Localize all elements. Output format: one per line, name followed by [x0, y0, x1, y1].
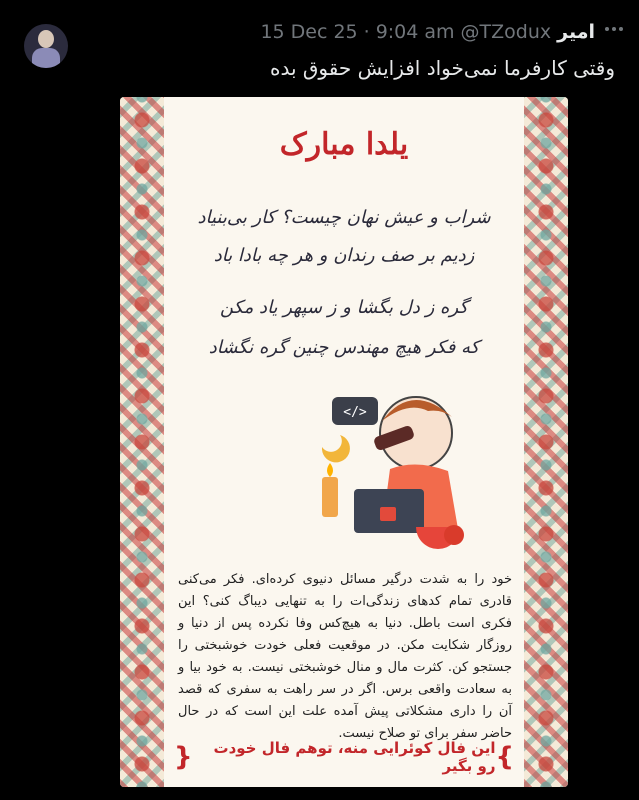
- more-dot: [612, 27, 616, 31]
- quote-box: [174, 739, 514, 775]
- tweet-time[interactable]: 9:04 am: [375, 21, 455, 43]
- avatar[interactable]: [24, 24, 68, 68]
- card-title: یلدا مبارک: [279, 127, 409, 162]
- poem-line: زدیم بر صف رندان و هر چه بادا باد: [213, 245, 475, 266]
- poem-line: گره ز دل بگشا و ز سپهر یاد مکن: [220, 297, 468, 318]
- author-handle[interactable]: @TZodux: [460, 21, 552, 43]
- author-name[interactable]: امیر: [557, 21, 595, 43]
- card-inner: [164, 97, 524, 787]
- carpet-pattern-right: [524, 97, 568, 787]
- poem-line: که فکر هیچ مهندس چنین گره نگشاد: [208, 337, 480, 358]
- avatar-body: [32, 48, 60, 68]
- more-dot: [619, 27, 623, 31]
- carpet-pattern-left: [120, 97, 164, 787]
- tweet-header: [100, 19, 595, 45]
- poem-line: شراب و عیش نهان چیست؟ کار بی‌بنیاد: [197, 207, 491, 228]
- pomegranate-icon: [444, 525, 464, 545]
- developer-illustration: [304, 377, 484, 557]
- more-dots-icon[interactable]: [603, 18, 625, 40]
- tweet-image[interactable]: [120, 97, 568, 787]
- brace-close: }: [174, 742, 193, 772]
- fortune-paragraph: خود را به شدت درگیر مسائل دنیوی کرده‌ای. فکر می‌کنی قادری تمام کدهای زندگی‌ات را به تنهایی دیباگ کنی؟ این فکری است باطل. دنیا به هیچ‌کس وفا نکرده پس از دنیا و روزگار شکایت مکن. در موقعیت فعلی خودت خوشبختی را جستجو کن. کثرت مال و منال خوشبختی نیست. به خود بیا و به سعادت واقعی برس. اگر در سر راهت به سفری که قصد آن را داری مشکلاتی پیش آمده علت این است که در حال حاضر سفر برای تو صلاح نیست.: [178, 572, 512, 741]
- header-separator: ·: [363, 21, 370, 43]
- more-dot: [605, 27, 609, 31]
- brace-open: {: [495, 742, 514, 772]
- tweet-text: وقتی کارفرما نمی‌خواد افزایش حقوق بده: [270, 56, 615, 80]
- fortune-quote: این فال کوئرایی منه، توهم فال خودت رو بگیر: [213, 739, 496, 775]
- tweet-date[interactable]: 15 Dec 25: [260, 21, 358, 43]
- moon-icon: [322, 435, 350, 462]
- close-icon: [380, 507, 396, 521]
- avatar-head: [38, 30, 54, 48]
- candle-icon: [322, 477, 338, 517]
- flame-icon: [327, 463, 333, 477]
- code-badge-label: </>: [343, 405, 367, 420]
